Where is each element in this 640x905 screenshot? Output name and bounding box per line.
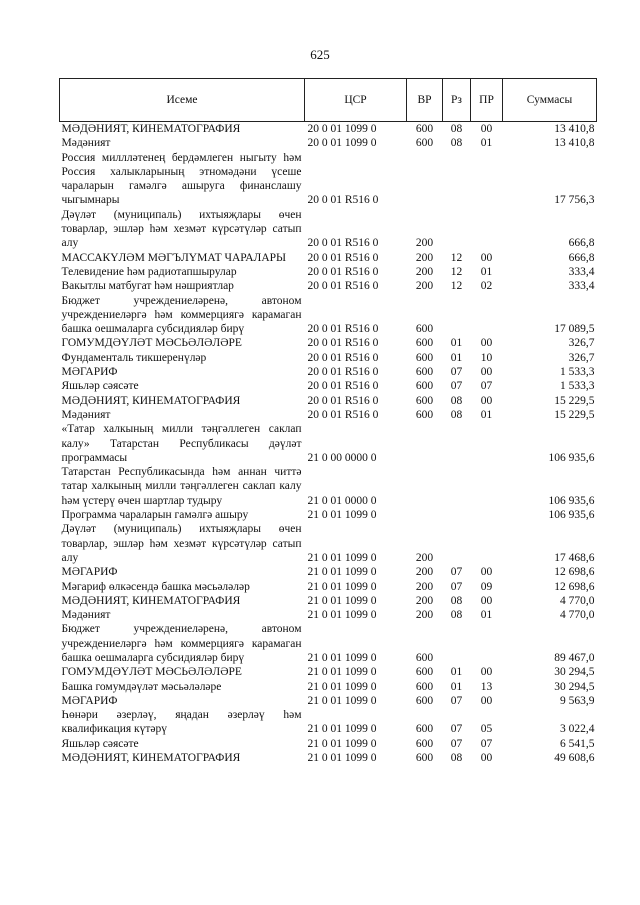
cell-csr: 20 0 01 R516 0 [307, 251, 379, 264]
table-row [60, 608, 597, 622]
cell-rz: 08 [450, 752, 463, 765]
cell-rz: 12 [450, 280, 463, 293]
cell-vr: 200 [415, 265, 434, 278]
cell-rz: 07 [450, 723, 463, 736]
cell-sum: 333,4 [568, 265, 595, 278]
cell-pr: 07 [480, 380, 493, 393]
cell-pr: 00 [480, 123, 493, 135]
table-row [60, 351, 597, 365]
cell-rz: 12 [450, 265, 463, 278]
cell-rz: 08 [450, 137, 463, 150]
table-row [60, 394, 597, 408]
table-row [60, 294, 597, 337]
cell-vr [407, 465, 443, 508]
cell-vr: 600 [415, 666, 434, 679]
cell-rz [443, 422, 471, 465]
cell-rz: 07 [450, 737, 463, 750]
cell-vr: 200 [415, 594, 434, 607]
cell-vr: 200 [415, 237, 434, 250]
table-row [60, 379, 597, 393]
cell-pr: 01 [480, 609, 493, 622]
cell-sum: 106 935,6 [548, 451, 595, 464]
table-row [60, 622, 597, 665]
cell-csr: 21 0 01 1099 0 [307, 694, 377, 707]
table-row [60, 365, 597, 379]
cell-sum: 13 410,8 [554, 123, 595, 135]
cell-sum: 666,8 [568, 237, 595, 250]
cell-vr: 600 [415, 752, 434, 765]
cell-pr: 10 [480, 351, 493, 364]
cell-csr: 20 0 01 R516 0 [307, 394, 379, 407]
cell-name: Мәгариф өлкәсендә башка мәсьәләләр [61, 580, 250, 593]
budget-table [59, 78, 597, 765]
cell-sum: 49 608,6 [554, 752, 595, 765]
cell-name: МӘГАРИФ [61, 366, 118, 379]
cell-pr: 00 [480, 694, 493, 707]
header-pr: ПР [471, 79, 503, 122]
header-vr: ВР [407, 79, 443, 122]
header-sum: Суммасы [503, 79, 597, 122]
cell-pr [471, 422, 503, 465]
cell-csr: 20 0 01 R516 0 [307, 351, 379, 364]
table-body [60, 122, 597, 766]
cell-rz [443, 508, 471, 522]
cell-rz: 08 [450, 394, 463, 407]
cell-sum: 1 533,3 [560, 380, 595, 393]
cell-name: МӘДӘНИЯТ, КИНЕМАТОГРАФИЯ [61, 394, 241, 407]
cell-pr [471, 508, 503, 522]
cell-csr: 20 0 01 R516 0 [307, 380, 379, 393]
cell-sum: 3 022,4 [560, 723, 595, 736]
cell-vr: 600 [415, 337, 434, 350]
cell-pr: 00 [480, 394, 493, 407]
cell-vr: 600 [415, 394, 434, 407]
cell-sum: 30 294,5 [554, 666, 595, 679]
cell-rz: 12 [450, 251, 463, 264]
table-row [60, 251, 597, 265]
table-row [60, 694, 597, 708]
cell-name: Дәүләт (муниципаль) ихтыяҗлары өчен товарлар, эшләр һәм хезмәт күрсәтүләр сатып алу [61, 208, 302, 250]
cell-csr: 21 0 01 1099 0 [307, 609, 377, 622]
cell-rz: 08 [450, 408, 463, 421]
cell-pr: 07 [480, 737, 493, 750]
cell-rz [443, 151, 471, 208]
header-csr: ЦСР [305, 79, 407, 122]
cell-rz: 07 [450, 694, 463, 707]
cell-pr: 00 [480, 251, 493, 264]
cell-csr: 20 0 01 1099 0 [307, 137, 377, 150]
cell-name: Башка гомумдәүләт мәсьәләләре [61, 680, 222, 693]
cell-name: Мәдәният [61, 408, 111, 421]
table-row [60, 665, 597, 679]
table-row [60, 336, 597, 350]
cell-vr: 600 [415, 123, 434, 135]
cell-name: Һөнәри әзерләү, яңадан әзерләү һәм квалификация күтәрү [61, 709, 302, 736]
cell-pr [471, 465, 503, 508]
cell-csr: 21 0 01 1099 0 [307, 680, 377, 693]
cell-rz: 07 [450, 566, 463, 579]
cell-vr: 200 [415, 580, 434, 593]
table-row [60, 522, 597, 565]
cell-sum: 326,7 [568, 351, 595, 364]
cell-sum: 106 935,6 [548, 494, 595, 507]
cell-rz [443, 465, 471, 508]
cell-rz: 01 [450, 680, 463, 693]
cell-pr [471, 151, 503, 208]
cell-vr: 200 [415, 251, 434, 264]
cell-name: МӘГАРИФ [61, 694, 118, 707]
cell-name: МӘДӘНИЯТ, КИНЕМАТОГРАФИЯ [61, 594, 241, 607]
table-row [60, 136, 597, 150]
cell-pr: 02 [480, 280, 493, 293]
cell-csr: 21 0 01 1099 0 [307, 666, 377, 679]
table-row [60, 680, 597, 694]
cell-sum: 17 089,5 [554, 323, 595, 336]
cell-name: Татарстан Республикасында һәм аннан читтә татар халкының милли тәңгәллеген саклап калу һәм үстерү өчен шартлар тудыру [61, 466, 302, 507]
cell-sum: 12 698,6 [554, 580, 595, 593]
cell-sum: 30 294,5 [554, 680, 595, 693]
cell-sum: 666,8 [568, 251, 595, 264]
cell-sum: 17 468,6 [554, 551, 595, 564]
cell-csr: 21 0 01 1099 0 [307, 594, 377, 607]
cell-pr [471, 208, 503, 251]
cell-pr: 00 [480, 666, 493, 679]
cell-name: МӘДӘНИЯТ, КИНЕМАТОГРАФИЯ [61, 123, 241, 135]
table-row [60, 265, 597, 279]
table-row [60, 422, 597, 465]
cell-name: Россия миллләтенең бердәмлеген ныгыту һәм Россия халыкларының этномәдәни үсеше чараларын гамәлгә ашыруга финанслашу чыгымнары [61, 151, 302, 207]
cell-csr: 21 0 01 1099 0 [307, 551, 377, 564]
cell-rz: 08 [450, 609, 463, 622]
cell-rz: 01 [450, 351, 463, 364]
cell-pr [471, 522, 503, 565]
cell-sum: 1 533,3 [560, 366, 595, 379]
table-row [60, 580, 597, 594]
cell-sum: 89 467,0 [554, 651, 595, 664]
cell-csr: 21 0 01 1099 0 [307, 723, 377, 736]
cell-csr: 20 0 01 R516 0 [307, 408, 379, 421]
cell-vr: 200 [415, 566, 434, 579]
cell-name: МАССАКҮЛӘМ МӘГЪЛҮМАТ ЧАРАЛАРЫ [61, 251, 287, 264]
cell-csr: 20 0 01 R516 0 [307, 280, 379, 293]
cell-name: ГОМУМДӘҮЛӘТ МӘСЬӘЛӘЛӘРЕ [61, 337, 242, 350]
cell-rz [443, 208, 471, 251]
cell-rz: 08 [450, 123, 463, 135]
cell-pr: 01 [480, 137, 493, 150]
cell-sum: 15 229,5 [554, 394, 595, 407]
cell-vr: 600 [415, 723, 434, 736]
cell-csr: 20 0 01 R516 0 [307, 337, 379, 350]
cell-csr: 21 0 00 0000 0 [307, 451, 377, 464]
cell-csr: 20 0 01 R516 0 [307, 194, 379, 207]
cell-sum: 17 756,3 [554, 194, 595, 207]
cell-csr: 21 0 01 1099 0 [307, 566, 377, 579]
cell-name: Мәдәният [61, 609, 111, 622]
cell-vr: 200 [415, 280, 434, 293]
table-header [60, 79, 597, 122]
cell-pr: 00 [480, 594, 493, 607]
cell-csr: 21 0 01 1099 0 [307, 580, 377, 593]
cell-name: Яшьләр сәясәте [61, 380, 139, 393]
cell-pr: 00 [480, 337, 493, 350]
cell-sum: 13 410,8 [554, 137, 595, 150]
cell-vr: 600 [415, 366, 434, 379]
table-row [60, 408, 597, 422]
cell-sum: 15 229,5 [554, 408, 595, 421]
cell-pr [471, 294, 503, 337]
table-row [60, 594, 597, 608]
cell-csr: 20 0 01 R516 0 [307, 237, 379, 250]
cell-sum: 9 563,9 [560, 694, 595, 707]
cell-vr: 600 [415, 694, 434, 707]
cell-csr: 21 0 01 0000 0 [307, 494, 377, 507]
cell-vr: 600 [415, 680, 434, 693]
cell-name: МӘГАРИФ [61, 566, 118, 579]
cell-name: «Татар халкының милли тәңгәллеген саклап калу» Татарстан Республикасы дәүләт программасы [61, 423, 302, 464]
cell-sum: 4 770,0 [560, 609, 595, 622]
cell-vr: 600 [415, 380, 434, 393]
cell-vr: 600 [415, 137, 434, 150]
header-rz: Рз [443, 79, 471, 122]
cell-vr: 600 [415, 351, 434, 364]
cell-pr: 00 [480, 366, 493, 379]
cell-name: Яшьләр сәясәте [61, 737, 139, 750]
cell-pr: 09 [480, 580, 493, 593]
cell-vr: 200 [415, 609, 434, 622]
table-row [60, 151, 597, 208]
cell-pr: 01 [480, 408, 493, 421]
table-row [60, 751, 597, 765]
cell-name: Телевидение һәм радиотапшырулар [61, 265, 237, 278]
cell-rz [443, 522, 471, 565]
cell-csr: 20 0 01 R516 0 [307, 366, 379, 379]
cell-sum: 4 770,0 [560, 594, 595, 607]
table-row [60, 565, 597, 579]
cell-name: Бюджет учреждениеләренә, автоном учреждениеләргә һәм коммерциягә карамаган башка оешмаларга субсидияләр бирү [61, 294, 302, 336]
cell-rz: 01 [450, 666, 463, 679]
cell-rz [443, 294, 471, 337]
cell-csr: 21 0 01 1099 0 [307, 509, 377, 522]
cell-csr: 20 0 01 1099 0 [307, 123, 377, 135]
table-row [60, 279, 597, 293]
table-row [60, 508, 597, 522]
cell-name: Дәүләт (муниципаль) ихтыяҗлары өчен товарлар, эшләр һәм хезмәт күрсәтүләр сатып алу [61, 523, 302, 564]
cell-vr [407, 422, 443, 465]
cell-csr: 21 0 01 1099 0 [307, 752, 377, 765]
cell-vr [407, 151, 443, 208]
cell-rz: 07 [450, 366, 463, 379]
cell-name: Мәдәният [61, 137, 111, 150]
table-row [60, 208, 597, 251]
cell-vr: 600 [415, 408, 434, 421]
cell-csr: 21 0 01 1099 0 [307, 651, 377, 664]
table-row [60, 465, 597, 508]
cell-rz: 01 [450, 337, 463, 350]
cell-name: Бюджет учреждениеләренә, автоном учреждениеләргә һәм коммерциягә карамаган башка оешмаларга субсидияләр бирү [61, 623, 302, 664]
cell-sum: 106 935,6 [548, 509, 595, 522]
header-name: Исеме [60, 79, 305, 122]
cell-csr: 21 0 01 1099 0 [307, 737, 377, 750]
page-number: 625 [310, 47, 330, 62]
table-row [60, 737, 597, 751]
cell-pr: 01 [480, 265, 493, 278]
table-row [60, 122, 597, 137]
cell-pr: 13 [480, 680, 493, 693]
cell-pr: 00 [480, 752, 493, 765]
cell-sum: 326,7 [568, 337, 595, 350]
cell-vr [407, 508, 443, 522]
cell-sum: 6 541,5 [560, 737, 595, 750]
cell-name: Программа чараларын гамәлгә ашыру [61, 509, 249, 522]
cell-sum: 12 698,6 [554, 566, 595, 579]
cell-name: ГОМУМДӘҮЛӘТ МӘСЬӘЛӘЛӘРЕ [61, 666, 242, 679]
cell-csr: 20 0 01 R516 0 [307, 323, 379, 336]
cell-name: МӘДӘНИЯТ, КИНЕМАТОГРАФИЯ [61, 752, 241, 765]
cell-name: Фундаменталь тикшеренүләр [61, 351, 207, 364]
cell-pr: 00 [480, 566, 493, 579]
cell-name: Вакытлы матбугат һәм нәшриятлар [61, 280, 234, 293]
cell-rz [443, 622, 471, 665]
cell-pr [471, 622, 503, 665]
cell-vr: 200 [415, 551, 434, 564]
cell-vr: 600 [415, 651, 434, 664]
cell-rz: 07 [450, 580, 463, 593]
cell-vr: 600 [415, 323, 434, 336]
table-row [60, 708, 597, 737]
cell-rz: 07 [450, 380, 463, 393]
cell-sum: 333,4 [568, 280, 595, 293]
cell-vr: 600 [415, 737, 434, 750]
cell-pr: 05 [480, 723, 493, 736]
cell-rz: 08 [450, 594, 463, 607]
cell-csr: 20 0 01 R516 0 [307, 265, 379, 278]
